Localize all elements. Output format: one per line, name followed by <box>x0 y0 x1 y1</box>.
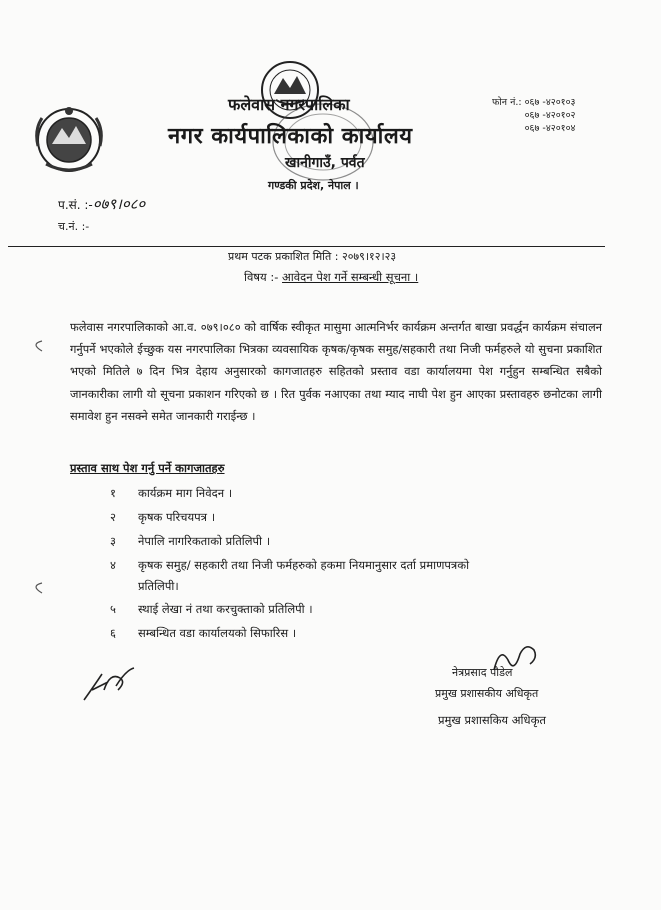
phone-line: ०६७ -४२०१०२ <box>524 110 576 121</box>
punch-mark <box>26 580 46 596</box>
item-text-continued: प्रतिलिपी। <box>138 579 179 593</box>
item-text: नेपालि नागरिकताको प्रतिलिपी । <box>138 534 271 548</box>
item-text: स्थाई लेखा नं तथा करचुक्ताको प्रतिलिपी । <box>138 602 313 616</box>
item-text: कृषक समुह/ सहकारी तथा निजी फर्महरुको हकमा नियमानुसार दर्ता प्रमाणपत्रको <box>138 558 470 572</box>
subject-label: विषय :- <box>244 270 279 284</box>
header-divider <box>8 246 605 247</box>
item-text: सम्बन्धित वडा कार्यालयको सिफारिस । <box>138 626 297 640</box>
item-number: ५ <box>110 602 116 616</box>
signatory-name: नेत्रप्रसाद पौडेल <box>452 666 513 679</box>
documents-heading: प्रस्ताव साथ पेश गर्नु पर्ने कागजातहरु <box>70 461 225 475</box>
municipality-name: फलेवास नगरपालिका <box>228 95 350 114</box>
notice-body: फलेवास नगरपालिकाको आ.व. ०७९।०८० को वार्षिक स्वीकृत मासुमा आत्मनिर्भर कार्यक्रम अन्तर्गत बाखा प्रवर्द्धन कार्यक्रम संचालन गर्नुपर्ने भएकोले ईच्छुक यस नगरपालिका भित्रका व्यवसायिक कृषक/कृषक समुह/सहकारी तथा निजी फर्महरुले यो सुचना प्रकाशित भएको मितिले ७ दिन भित्र देहाय अनुसारको कागजातहरु सहितको प्रस्ताव वडा कार्यालयमा पेश गर्नुहुन सम्बन्धित सबैको जानकारीका लागी यो सूचना प्रकाशन गरिएको छ । रित पुर्वक नआएका तथा म्याद नाघी पेश हुन आएका प्रस्तावहरु छनोटका लागी समावेश हुन नसक्ने समेत जानकारी गराईन्छ । <box>70 320 602 423</box>
published-date: प्रथम पटक प्रकाशित मिति : २०७९।१२।२३ <box>228 250 397 263</box>
signatory-stamp-title: प्रमुख प्रशासकीय अधिकृत <box>435 687 539 700</box>
item-number: ६ <box>110 626 116 640</box>
item-number: १ <box>110 486 116 500</box>
item-text: कृषक परिचयपत्र । <box>138 510 216 524</box>
item-number: ४ <box>110 558 116 572</box>
office-address: खानीगाउँ, पर्वत <box>285 155 365 171</box>
subject-line <box>244 270 418 285</box>
nepal-emblem-icon <box>30 100 108 178</box>
punch-mark <box>26 338 46 354</box>
phone-line: फोन नं.: ०६७ -४२०१०३ <box>492 97 576 108</box>
signatory-title: प्रमुख प्रशासकिय अधिकृत <box>438 713 546 727</box>
ref-label: प.सं. :- <box>58 198 93 212</box>
phone-block <box>492 96 576 135</box>
reference-number <box>58 194 145 214</box>
province-line: गण्डकी प्रदेश, नेपाल । <box>268 179 359 192</box>
office-title: नगर कार्यपालिकाको कार्यालय <box>168 124 413 149</box>
phone-line: ०६७ -४२०१०४ <box>524 123 576 134</box>
list-item-continuation <box>138 576 179 597</box>
ref-value: ०७९।०८० <box>92 195 146 213</box>
item-number: ३ <box>110 534 116 548</box>
initials-scribble <box>80 660 140 704</box>
subject-text: आवेदन पेश गर्ने सम्बन्धी सूचना । <box>282 270 419 284</box>
dispatch-number: च.नं. :- <box>58 220 90 233</box>
item-text: कार्यक्रम माग निवेदन । <box>138 486 233 500</box>
item-number: २ <box>110 510 116 524</box>
